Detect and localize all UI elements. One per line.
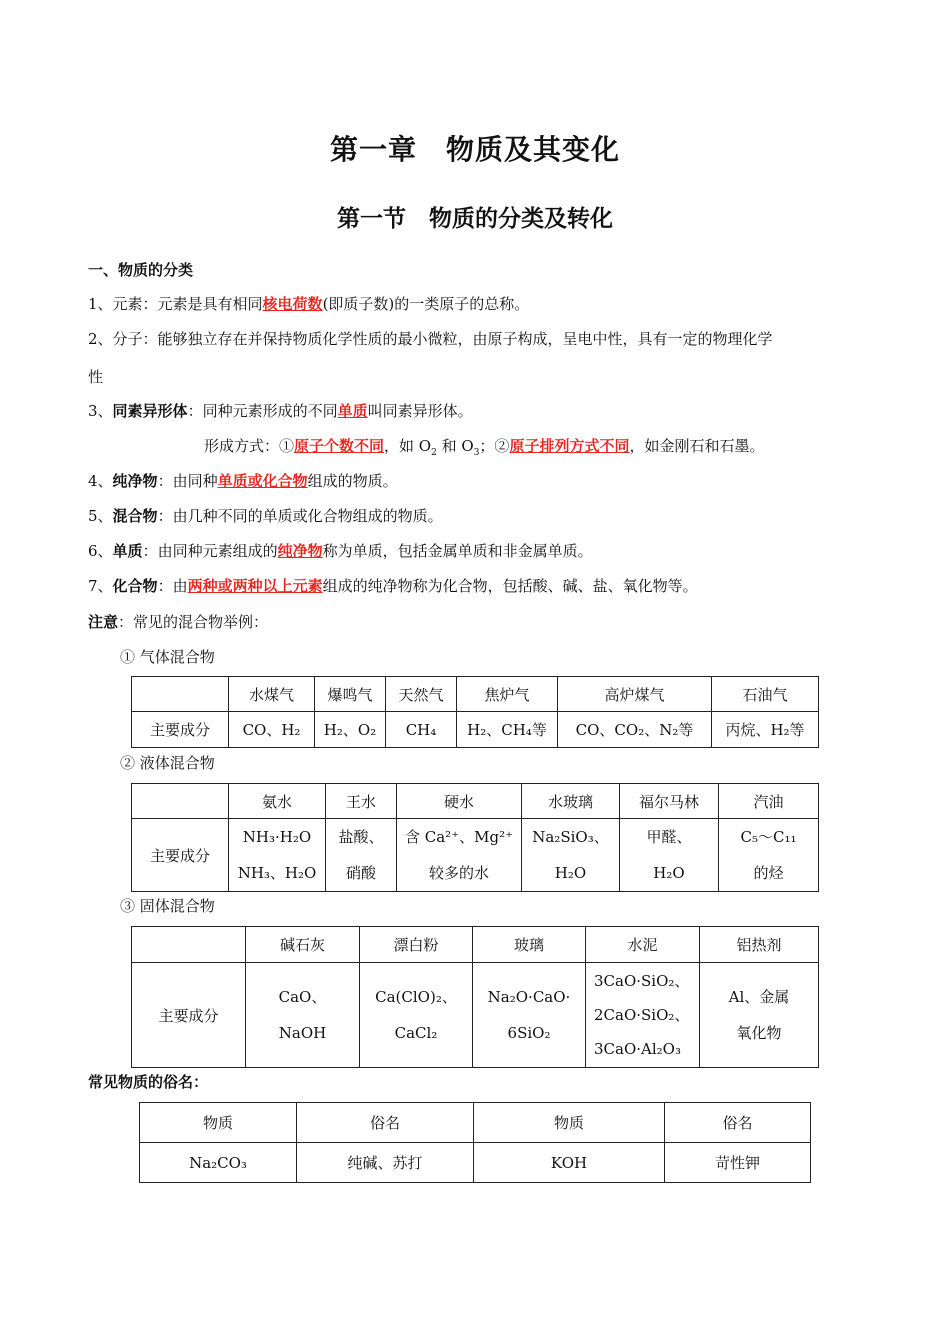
table-cell: 苛性钾	[665, 1143, 811, 1183]
table-corner-cell	[132, 677, 229, 712]
table-corner-cell	[132, 784, 229, 819]
heading-classification: 一、物质的分类	[88, 261, 194, 279]
table-cell	[700, 963, 819, 1068]
cell-line: 氧化物	[736, 1024, 782, 1042]
liquid-mixture-table	[131, 783, 819, 892]
cell-line: Al、金属	[728, 988, 790, 1006]
item-text: 组成的物质。	[307, 472, 398, 490]
item-text: 1、元素：元素是具有相同	[88, 295, 263, 313]
cell-line: H₂O	[554, 864, 587, 882]
cell-line: NH₃、H₂O	[237, 864, 317, 882]
table-cell: H₂、O₂	[315, 712, 386, 748]
table-cell: H₂、CH₄等	[457, 712, 558, 748]
answer-text: 原子个数不同	[294, 437, 385, 455]
cell-line: C₅～C₁₁	[740, 828, 797, 846]
table-header-row	[132, 927, 819, 963]
table-cell: CH₄	[386, 712, 457, 748]
table-header-row	[140, 1103, 811, 1143]
common-names-table	[139, 1102, 811, 1183]
item-mixture	[88, 505, 878, 527]
cell-line: Na₂SiO₃、	[532, 828, 609, 846]
cell-line: H₂O	[653, 864, 685, 882]
cell-line: 3CaO·Al₂O₃	[594, 1040, 681, 1058]
item-text: ：由	[157, 577, 188, 595]
item-text: ：由同种	[157, 472, 218, 490]
cell-line: 含 Ca²⁺、Mg²⁺	[404, 828, 513, 846]
item-text: 称为单质，包括金属单质和非金属单质。	[322, 542, 593, 560]
answer-text: 纯净物	[277, 542, 323, 560]
item-number: 6、	[88, 542, 113, 560]
table-header-cell: 爆鸣气	[315, 677, 386, 712]
item-molecule: 2、分子：能够独立存在并保持物质化学性质的最小微粒，由原子构成，呈电中性，具有一定的物理化学	[88, 330, 773, 348]
table-cell	[397, 819, 522, 892]
answer-text: 单质或化合物	[217, 472, 308, 490]
chapter-title: 第一章 物质及其变化	[329, 133, 620, 166]
cell-line: Na₂O·CaO·	[487, 988, 571, 1006]
item-text: 叫同素异形体。	[367, 402, 473, 420]
cell-line: 6SiO₂	[507, 1024, 551, 1042]
item-text: ，如金刚石和石墨。	[629, 437, 765, 455]
table-header-cell: 水泥	[586, 927, 700, 963]
gas-caption: ① 气体混合物	[120, 648, 215, 666]
cell-line: NH₃·H₂O	[242, 828, 312, 846]
table-header-cell: 焦炉气	[457, 677, 558, 712]
note-line	[88, 611, 878, 633]
cell-line: 较多的水	[428, 864, 489, 882]
item-allotrope-formation	[204, 435, 950, 464]
item-molecule-cont: 性	[88, 368, 104, 386]
table-header-cell: 福尔马林	[620, 784, 719, 819]
term-label: 化合物	[112, 577, 158, 595]
item-text: 组成的纯净物称为化合物，包括酸、碱、盐、氧化物等。	[322, 577, 698, 595]
cell-line: 的烃	[753, 864, 784, 882]
table-cell: CO、H₂	[229, 712, 315, 748]
table-header-cell: 玻璃	[473, 927, 586, 963]
table-cell	[360, 963, 473, 1068]
item-compound	[88, 575, 878, 597]
term-label: 同素异形体	[112, 402, 188, 420]
table-cell: 丙烷、H₂等	[712, 712, 819, 748]
item-text: ：同种元素形成的不同	[187, 402, 338, 420]
table-header-cell: 石油气	[712, 677, 819, 712]
answer-text: 两种或两种以上元素	[187, 577, 323, 595]
table-cell	[586, 963, 700, 1068]
table-header-cell: 物质	[474, 1103, 665, 1143]
table-cell	[620, 819, 719, 892]
table-cell	[326, 819, 397, 892]
item-number: 4、	[88, 472, 113, 490]
row-label-cell: 主要成分	[132, 819, 229, 892]
item-text: (即质子数)的一类原子的总称。	[322, 295, 530, 313]
table-header-cell: 水玻璃	[522, 784, 620, 819]
table-cell	[229, 819, 326, 892]
table-header-cell: 水煤气	[229, 677, 315, 712]
subscript: 2	[431, 448, 437, 458]
table-header-cell: 氨水	[229, 784, 326, 819]
item-text: ：由几种不同的单质或化合物组成的物质。	[157, 507, 443, 525]
table-cell: 纯碱、苏打	[297, 1143, 474, 1183]
table-header-cell: 碱石灰	[246, 927, 360, 963]
table-header-cell: 硬水	[397, 784, 522, 819]
solid-caption: ③ 固体混合物	[120, 897, 215, 915]
note-label: 注意	[88, 613, 119, 631]
table-row	[132, 819, 819, 892]
item-pure-substance	[88, 470, 878, 492]
table-row	[140, 1143, 811, 1183]
subscript: 3	[473, 448, 480, 458]
item-number: 3、	[88, 402, 113, 420]
table-cell	[246, 963, 360, 1068]
cell-line: Ca(ClO)₂、	[375, 988, 457, 1006]
table-header-cell: 漂白粉	[360, 927, 473, 963]
item-number: 7、	[88, 577, 113, 595]
cell-line: 2CaO·SiO₂、	[594, 1006, 690, 1024]
table-header-cell: 铝热剂	[700, 927, 819, 963]
answer-text: 原子排列方式不同	[509, 437, 630, 455]
item-elemental-substance	[88, 540, 878, 562]
cell-line: 硝酸	[345, 864, 376, 882]
table-cell: CO、CO₂、N₂等	[558, 712, 712, 748]
item-number: 5、	[88, 507, 113, 525]
table-cell	[522, 819, 620, 892]
gas-mixture-table	[131, 676, 819, 748]
row-label-cell: 主要成分	[132, 963, 246, 1068]
table-row	[132, 712, 819, 748]
table-cell: Na₂CO₃	[140, 1143, 297, 1183]
term-label: 混合物	[112, 507, 158, 525]
answer-text: 单质	[337, 402, 368, 420]
item-text: 和 O	[436, 437, 474, 455]
row-label-cell: 主要成分	[132, 712, 229, 748]
table-row	[132, 963, 819, 1068]
table-cell	[473, 963, 586, 1068]
table-header-cell: 王水	[326, 784, 397, 819]
solid-mixture-table	[131, 926, 819, 1068]
common-names-caption: 常见物质的俗名：	[88, 1073, 209, 1091]
table-header-cell: 天然气	[386, 677, 457, 712]
item-text: ：由同种元素组成的	[142, 542, 278, 560]
answer-text: 核电荷数	[262, 295, 323, 313]
cell-line: 盐酸、	[338, 828, 384, 846]
cell-line: NaOH	[278, 1024, 327, 1042]
cell-line: 3CaO·SiO₂、	[594, 972, 690, 990]
note-text: ：常见的混合物举例：	[118, 613, 269, 631]
cell-line: CaCl₂	[394, 1024, 438, 1042]
table-header-cell: 高炉煤气	[558, 677, 712, 712]
table-corner-cell	[132, 927, 246, 963]
item-text: ，如 O	[384, 437, 432, 455]
item-allotrope	[88, 400, 878, 422]
table-header-cell: 俗名	[297, 1103, 474, 1143]
table-cell: KOH	[474, 1143, 665, 1183]
table-header-row	[132, 784, 819, 819]
cell-line: CaO、	[278, 988, 327, 1006]
cell-line: 甲醛、	[646, 828, 692, 846]
item-element	[88, 293, 878, 315]
term-label: 单质	[112, 542, 143, 560]
liquid-caption: ② 液体混合物	[120, 754, 215, 772]
item-text: ；②	[479, 437, 510, 455]
table-header-cell: 俗名	[665, 1103, 811, 1143]
table-header-cell: 物质	[140, 1103, 297, 1143]
table-cell	[719, 819, 819, 892]
section-title: 第一节 物质的分类及转化	[337, 206, 613, 232]
table-header-cell: 汽油	[719, 784, 819, 819]
item-text: 形成方式：①	[204, 437, 295, 455]
table-header-row	[132, 677, 819, 712]
term-label: 纯净物	[112, 472, 158, 490]
